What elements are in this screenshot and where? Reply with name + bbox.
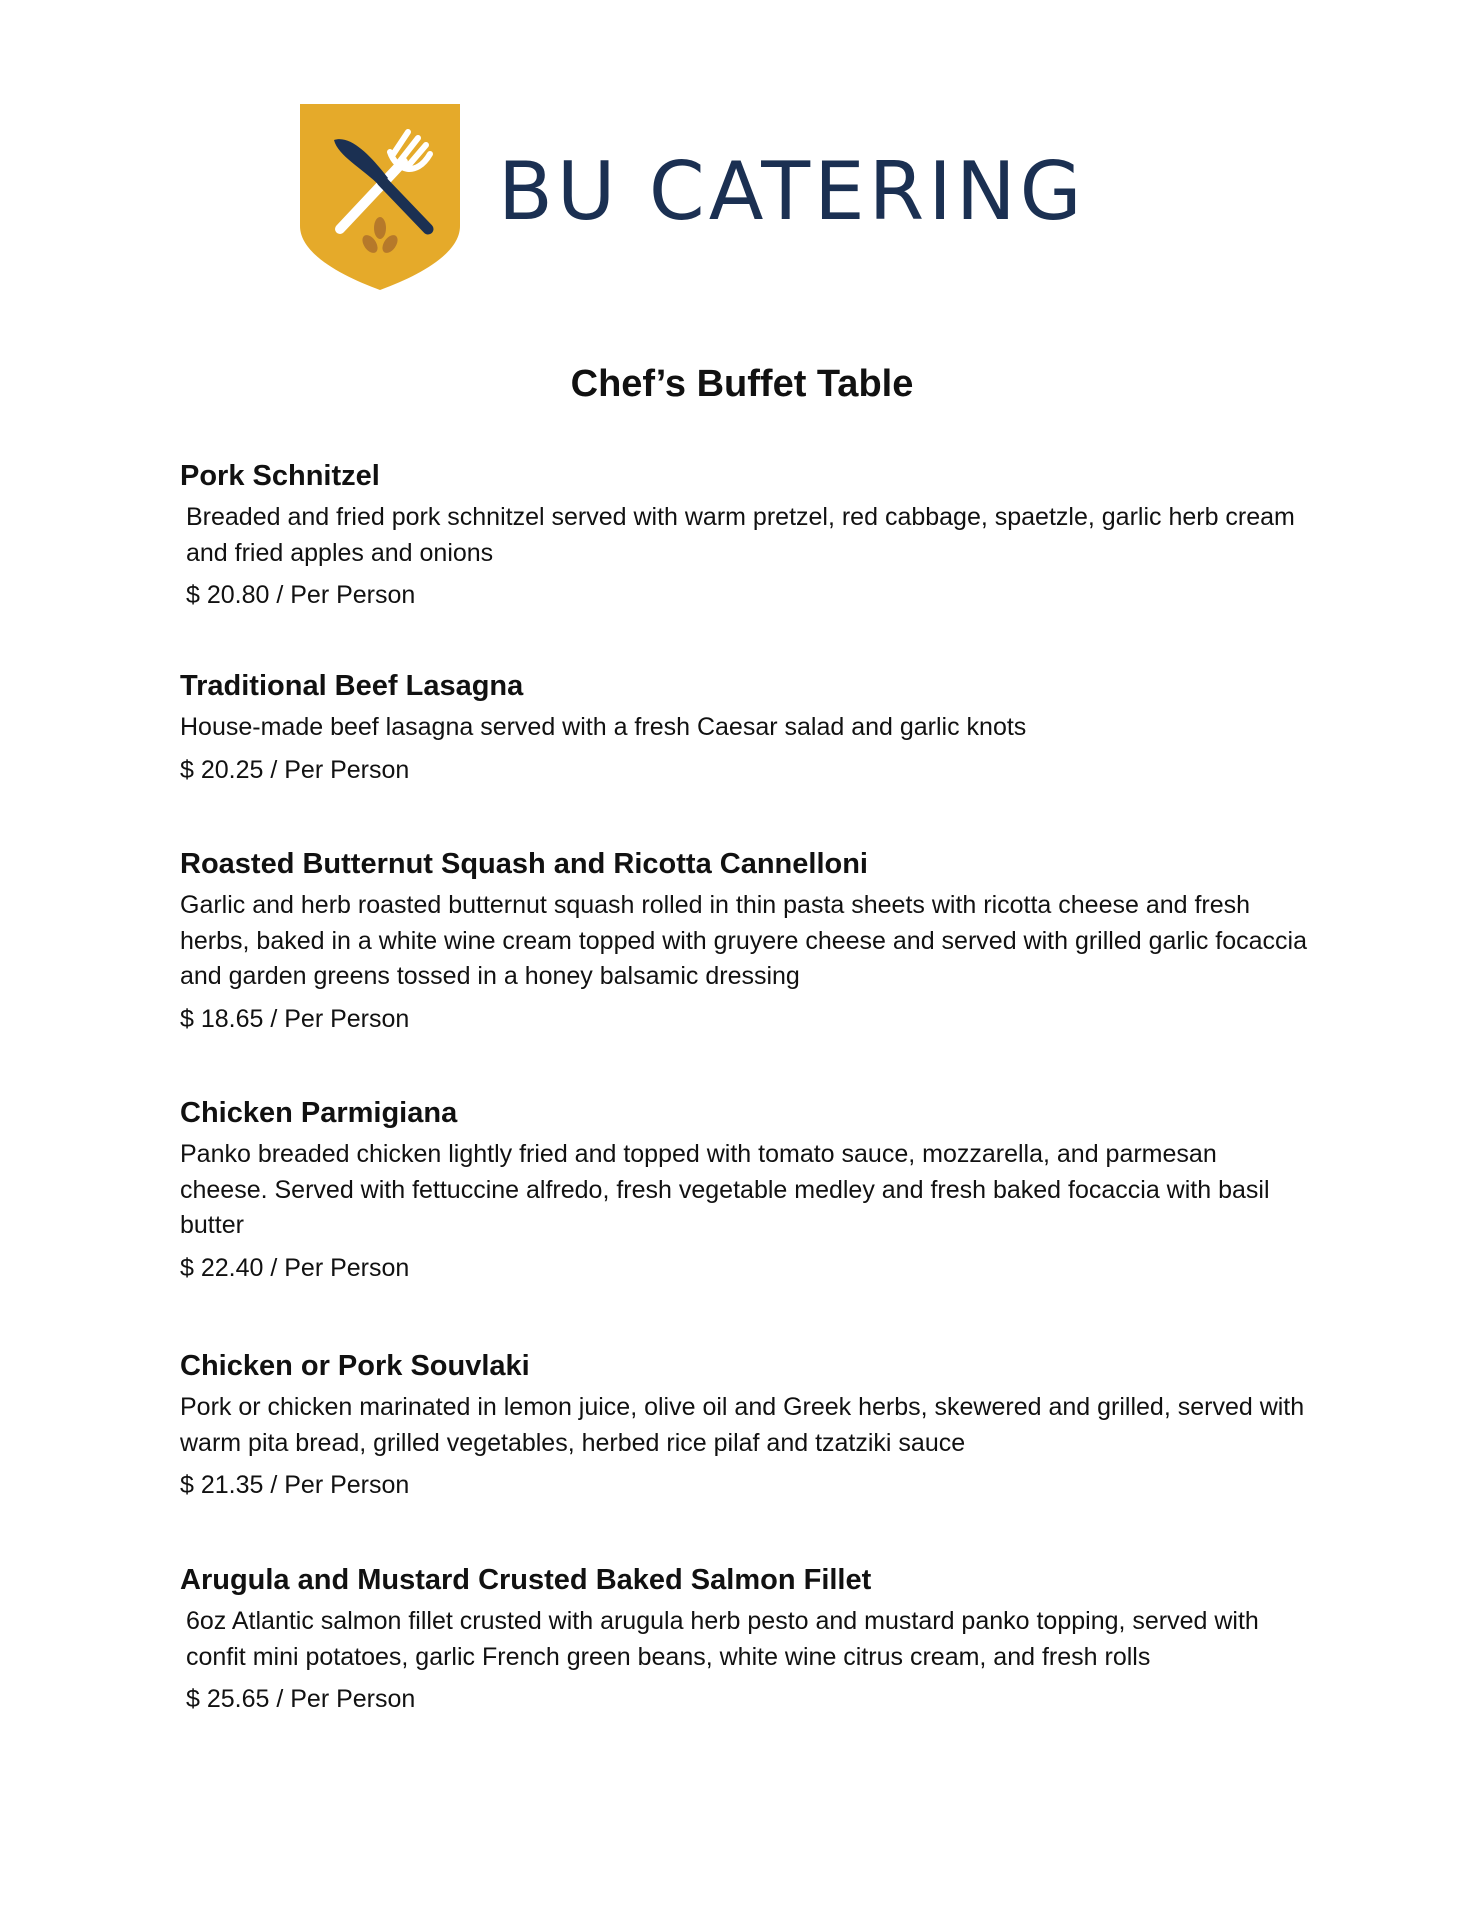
menu-item <box>180 456 1350 613</box>
menu-item-price: $ 20.25 / Per Person <box>180 755 410 784</box>
menu-item-name: Arugula and Mustard Crusted Baked Salmon Fillet <box>180 1564 872 1596</box>
menu-item-description: Garlic and herb roasted butternut squash rolled in thin pasta sheets with ricotta cheese and fresh herbs, baked in a white wine cream topped with gruyere cheese and served with grilled garlic focaccia and garden greens tossed in a honey balsamic dressing <box>180 891 1307 990</box>
menu-item-price: $ 22.40 / Per Person <box>180 1253 410 1282</box>
menu-item-description: 6oz Atlantic salmon fillet crusted with arugula herb pesto and mustard panko topping, served with confit mini potatoes, garlic French green beans, white wine citrus cream, and fresh rolls <box>186 1607 1259 1671</box>
menu-item-description: Breaded and fried pork schnitzel served with warm pretzel, red cabbage, spaetzle, garlic herb cream and fried apples and onions <box>186 503 1295 567</box>
shield-icon-body <box>300 104 460 290</box>
menu-item-name: Roasted Butternut Squash and Ricotta Cannelloni <box>180 848 868 880</box>
page-title: Chef’s Buffet Table <box>570 363 914 405</box>
menu-item-price: $ 25.65 / Per Person <box>186 1685 416 1713</box>
menu-item-name: Chicken Parmigiana <box>180 1097 458 1129</box>
menu-item-description: House-made beef lasagna served with a fresh Caesar salad and garlic knots <box>180 713 1027 741</box>
menu-item <box>180 666 1350 788</box>
menu-item-name: Traditional Beef Lasagna <box>180 670 524 702</box>
menu-item-name: Chicken or Pork Souvlaki <box>180 1350 530 1382</box>
menu-item-description: Pork or chicken marinated in lemon juice, olive oil and Greek herbs, skewered and grilled, served with warm pita bread, grilled vegetables, herbed rice pilaf and tzatziki sauce <box>180 1393 1305 1457</box>
menu-item <box>180 1346 1350 1503</box>
bu-catering-logo <box>300 104 1140 290</box>
brand-wordmark: BU CATERING <box>498 145 1086 238</box>
menu-item <box>180 844 1350 1037</box>
menu-item-name: Pork Schnitzel <box>180 460 380 492</box>
menu-item-price: $ 20.80 / Per Person <box>186 581 416 609</box>
menu-item-description: Panko breaded chicken lightly fried and topped with tomato sauce, mozzarella, and parmesan cheese. Served with fettuccine alfredo, fresh vegetable medley and fresh baked focaccia with basil butter <box>180 1140 1270 1239</box>
menu-item-price: $ 21.35 / Per Person <box>180 1471 410 1499</box>
shield-icon <box>300 104 460 290</box>
menu-item-price: $ 18.65 / Per Person <box>180 1004 410 1033</box>
menu-item <box>180 1560 1350 1717</box>
menu-item <box>180 1093 1350 1286</box>
